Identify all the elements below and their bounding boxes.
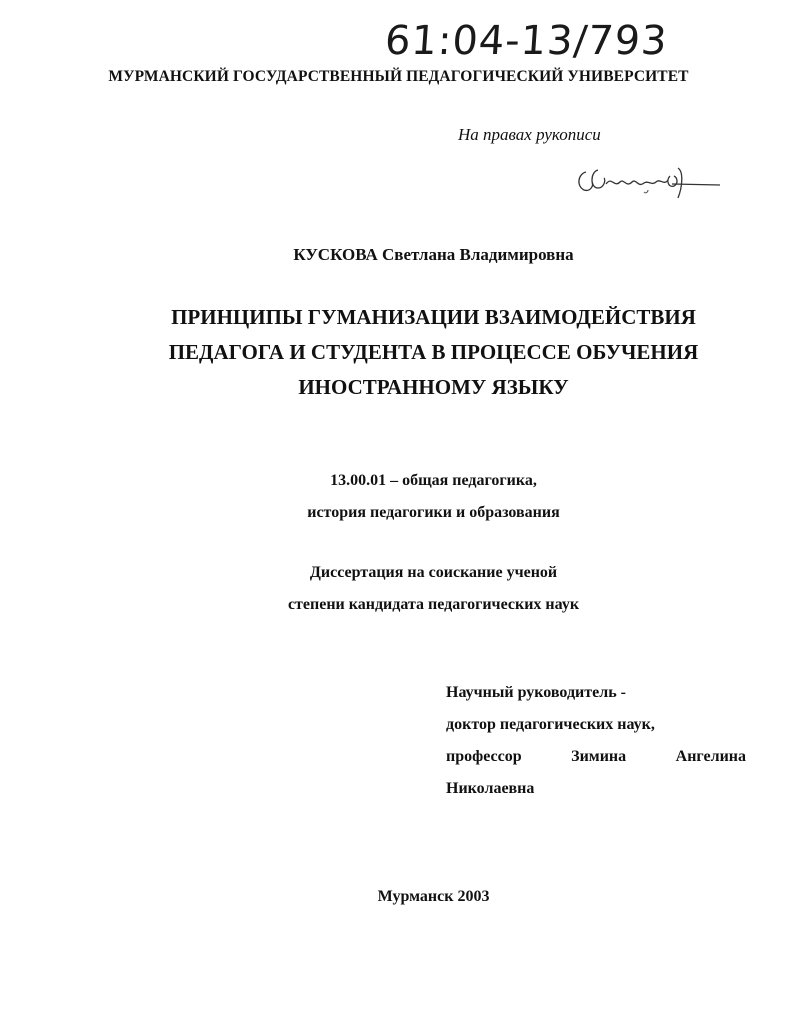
university-name: МУРМАНСКИЙ ГОСУДАРСТВЕННЫЙ ПЕДАГОГИЧЕСКИЙ УНИВЕРСИТЕТ [108, 68, 689, 85]
thesis-title-line: ИНОСТРАННОМУ ЯЗЫКУ [298, 375, 569, 399]
supervisor-title-name [446, 741, 746, 773]
supervisor-degree: доктор педагогических наук, [446, 716, 655, 733]
supervisor-title: профессор [446, 748, 522, 765]
manuscript-rights-note: На правах рукописи [458, 125, 601, 144]
specialty-line: 13.00.01 – общая педагогика, [330, 472, 537, 489]
thesis-title-line: ПЕДАГОГА И СТУДЕНТА В ПРОЦЕССЕ ОБУЧЕНИЯ [168, 340, 699, 364]
degree-line: степени кандидата педагогических наук [287, 596, 580, 613]
city-and-year: Мурманск 2003 [377, 888, 490, 905]
supervisor-patronymic: Николаевна [446, 780, 535, 797]
specialty-line: история педагогики и образования [307, 504, 560, 521]
archive-code-handwritten: 61:04-13/793 [383, 18, 670, 64]
supervisor-role: Научный руководитель - [446, 684, 626, 701]
scientific-supervisor [446, 677, 746, 805]
supervisor-firstname: Ангелина [675, 748, 746, 765]
specialty-code [0, 465, 797, 529]
thesis-title-line: ПРИНЦИПЫ ГУМАНИЗАЦИИ ВЗАИМОДЕЙСТВИЯ [171, 305, 696, 329]
degree-line: Диссертация на соискание ученой [309, 564, 558, 581]
degree-statement [0, 557, 797, 621]
author-signature [574, 158, 724, 208]
thesis-title [0, 300, 797, 405]
author-name: КУСКОВА Светлана Владимировна [293, 245, 574, 264]
supervisor-surname: Зимина [571, 748, 627, 765]
